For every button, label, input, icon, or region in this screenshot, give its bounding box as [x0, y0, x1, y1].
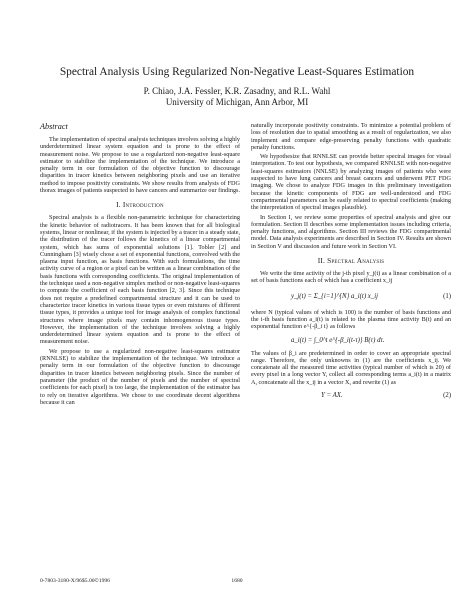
right-paragraph-3: In Section I, we review some properties of spectral analysis and give our formulation. Section II describes some implementation issues including criteria, penalty functions, and algorithms. Section III reviews the FDG compartmental model. Data analysis experiments are described in Section IV. Results are shown in Section V and discussion and future work in Section VI.: [251, 213, 451, 250]
equation-1-body: y_j(t) = Σ_{i=1}^{N} a_i(t) x_ij: [291, 292, 378, 300]
intro-paragraph-1: Spectral analysis is a flexible non-parametric technique for characterizing the kinetic behavior of radiotracers. It has been known that for all biological systems, linear or nonlinear, if the system is injected by a tracer in a steady state, the distribution of the tracer follows the kinetics of a linear compartmental system, which has sums of exponential solutions [1]. Tobler [2] and Cunningham [3] wisely chose a set of exponential functions, convolved with the plasma input function, as basis functions. With such formulations, the time activity curve of a region or a pixel can be written as a linear combination of the basis functions with corresponding coefficients. The original implementation of the technique used a non-negative simplex method or non-negative least-squares to compute the coefficient of each basis function [2, 3]. Since this technique does not require a predefined compartmental structure and it can be used to characterize tracer kinetics in various tissue types or even mixtures of different tissue types, it provides a unique tool for image analysis of complex functional structures where image pixels may contain inhomogeneous tissue types. However, the implementation of the technique involves solving a highly underdetermined linear system equation and is prone to the effect of measurement noise.: [40, 214, 240, 346]
abstract-text: The implementation of spectral analysis techniques involves solving a highly underdetermined linear system equation and is prone to the effect of measurement noise. We propose to use a regularized non-negative least-square estimator to stabilize the implementation of the technique. We introduce a penalty term in our formulation of the objective function to discourage disparities in tracer kinetics between neighboring pixels and use an iterative method to impose positivity constraints. We show results from analysis of FDG thorax images of patients suspected to have cancers and summarize our findings.: [40, 136, 241, 195]
abstract-heading: Abstract: [40, 122, 68, 131]
copyright-footnote: 0-7803-3180-X/96$5.00©1996: [40, 578, 110, 584]
right-paragraph-1: naturally incorporate positivity constraints. To minimize a potential problem of loss of resolution due to spatial smoothing as a result of regularization, we also implement and compare edge-preserving penalty functions with quadratic penalty functions.: [251, 122, 451, 151]
right-paragraph-2: We hypothesize that RNNLSE can provide better spectral images for visual interpretation. To test our hypothesis, we compared RNNLSE with non-negative least-squares estimators (NNLSE) by analyzing images of patients who were suspected to have lung cancers and breast cancers and underwent PET FDG imaging. We chose to analyze FDG images in this preliminary investigation because the kinetic components of FDG are well-understood and FDG compartmental parameters can be easily related to spectral coefficients (making the interpretation of spectral images plausible).: [251, 153, 451, 212]
paper-title: Spectral Analysis Using Regularized Non-Negative Least-Squares Estimation: [59, 66, 415, 78]
page-number: 1680: [231, 578, 243, 584]
equation-3: [251, 388, 451, 403]
equation-1: [251, 287, 451, 307]
authors: P. Chiao, J.A. Fessler, K.R. Zasadny, and R.L. Wahl: [143, 86, 331, 96]
section-1-heading: I. Introduction: [116, 200, 164, 210]
equation-3-body: Y = AX.: [321, 392, 343, 400]
equation-1-number: (1): [443, 292, 451, 300]
section-2-heading: II. Spectral Analysis: [317, 256, 385, 266]
intro-paragraph-2: We propose to use a regularized non-negative least-squares estimator (RNNLSE) to stabilize the implementation of the technique. We introduce a penalty term in our formulation of the objective function to discourage disparities in tracer kinetics between neighboring pixels. Since the number of parameter (the product of the number of pixels and the number of spectral coefficients for each pixel) is too large, the implementation of the estimator has to rely on iterative algorithms. We chose to use coordinate decent algorithms because it can: [40, 347, 240, 406]
right-column: [251, 122, 451, 405]
section-2-paragraph-2: where N (typical values of which is 100) is the number of basis functions and the i-th basis function a_i(t) is related to the plasma time activity B(t) and an exponential function e^{-β_i t} as follows: [251, 308, 451, 331]
affiliation: University of Michigan, Ann Arbor, MI: [165, 96, 309, 107]
section-2-paragraph-3: The values of β_i are predetermined in order to cover an appropriate spectral range. Therefore, the only unknowns in (1) are the coefficients x_ij. We concatenate all the measured time activities (typical number of which is 20) of every pixel in a long vector Y, collect all corresponding terms a_i(t) in a matrix A, concatenate all the x_ij in a vector X, and rewrite (1) as: [251, 349, 451, 386]
left-column: [40, 122, 240, 406]
section-2-paragraph-1: We write the time activity of the j-th pixel y_j(t) as a linear combination of a set of basis functions each of which has a coefficient x_ij: [251, 270, 451, 285]
equation-2-body: a_i(t) = ∫_0^t e^{-β_i(t-τ)} B(τ) dτ.: [291, 336, 385, 344]
equation-3-number: (2): [443, 392, 451, 400]
author-block: [0, 86, 474, 107]
equation-2: [251, 333, 451, 348]
